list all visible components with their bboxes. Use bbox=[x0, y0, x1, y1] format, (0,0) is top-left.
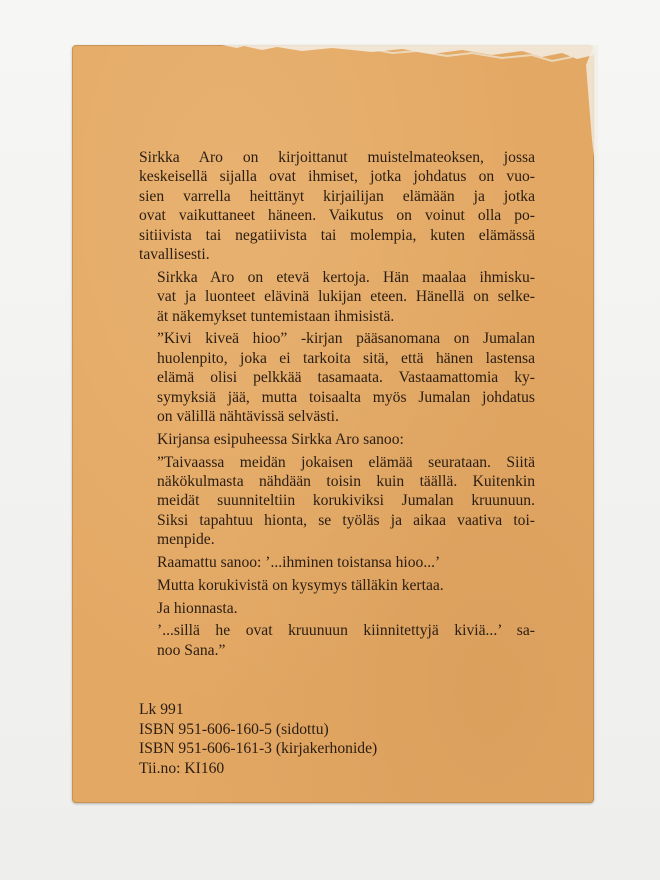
blurb-line: ovat vaikuttaneet häneen. Vaikutus on voinut olla po- bbox=[139, 207, 535, 225]
blurb-line: noo Sana.” bbox=[157, 641, 226, 659]
blurb-paragraph bbox=[139, 621, 535, 660]
order-number-line: Tii.no: KI160 bbox=[139, 759, 225, 777]
isbn-bound-line: ISBN 951-606-160-5 (sidottu) bbox=[139, 720, 329, 738]
blurb-line: huolenpito, joka ei tarkoita sitä, että hänen lastensa bbox=[157, 349, 535, 367]
blurb-line: ”Taivaassa meidän jokaisen elämää seurataan. Siitä bbox=[157, 453, 535, 471]
blurb-line: ät näkemykset tuntemistaan ihmisistä. bbox=[157, 307, 395, 325]
blurb-line: ”Kivi kiveä hioo” -kirjan pääsanomana on Jumalan bbox=[157, 330, 535, 348]
blurb-paragraph bbox=[139, 576, 535, 595]
blurb-line: ’...sillä he ovat kruunuun kiinnitettyjä kiviä...’ sa- bbox=[157, 622, 535, 640]
blurb-line: Mutta korukivistä on kysymys tälläkin kertaa. bbox=[157, 576, 444, 594]
blurb-line: Raamattu sanoo: ’...ihminen toistansa hioo...’ bbox=[157, 554, 441, 572]
blurb-line: Siksi tapahtuu hionta, se työläs ja aikaa vaativa toi- bbox=[157, 511, 535, 529]
blurb-paragraph bbox=[139, 453, 535, 550]
blurb-paragraph bbox=[139, 599, 535, 618]
blurb-paragraph bbox=[139, 430, 535, 449]
blurb-line: symyksiä jää, mutta toisaalta myös Jumalan johdatus bbox=[157, 388, 535, 406]
blurb-line: Ja hionnasta. bbox=[157, 599, 238, 617]
blurb-line: keskeisellä sijalla ovat ihmiset, jotka johdatus on vuo- bbox=[139, 168, 535, 186]
bibliographic-info bbox=[139, 700, 377, 778]
blurb-paragraph bbox=[139, 148, 535, 264]
blurb-line: on välillä nähtävissä selvästi. bbox=[157, 408, 339, 426]
blurb-paragraph bbox=[139, 329, 535, 426]
blurb-line: Sirkka Aro on etevä kertoja. Hän maalaa ihmisku- bbox=[157, 268, 535, 286]
blurb-line: näkökulmasta nähdään toisin kuin täällä. Kuitenkin bbox=[157, 473, 535, 491]
blurb-line: tavallisesti. bbox=[139, 246, 210, 264]
blurb-paragraph bbox=[139, 268, 535, 326]
isbn-paperback-line: ISBN 951-606-161-3 (kirjakerhonide) bbox=[139, 740, 378, 758]
blurb-paragraph bbox=[139, 553, 535, 572]
blurb-line: vat ja luonteet elävinä lukijan eteen. Hänellä on selke- bbox=[157, 288, 535, 306]
blurb-line: Sirkka Aro on kirjoittanut muistelmateoksen, jossa bbox=[139, 149, 535, 166]
blurb-line: elämä olisi pelkkää tasamaata. Vastaamattomia ky- bbox=[157, 369, 535, 387]
blurb-line: sitiivista tai negatiivista tai molempia, kuten elämässä bbox=[139, 226, 535, 244]
classification-line: Lk 991 bbox=[139, 701, 184, 718]
blurb-text bbox=[139, 148, 535, 664]
blurb-line: meidät suunniteltiin korukiviksi Jumalan kruunuun. bbox=[157, 492, 535, 510]
blurb-line: sien varrella heittänyt kirjailijan elämään ja jotka bbox=[139, 187, 535, 205]
blurb-line: menpide. bbox=[157, 531, 215, 549]
blurb-line: Kirjansa esipuheessa Sirkka Aro sanoo: bbox=[157, 430, 404, 448]
